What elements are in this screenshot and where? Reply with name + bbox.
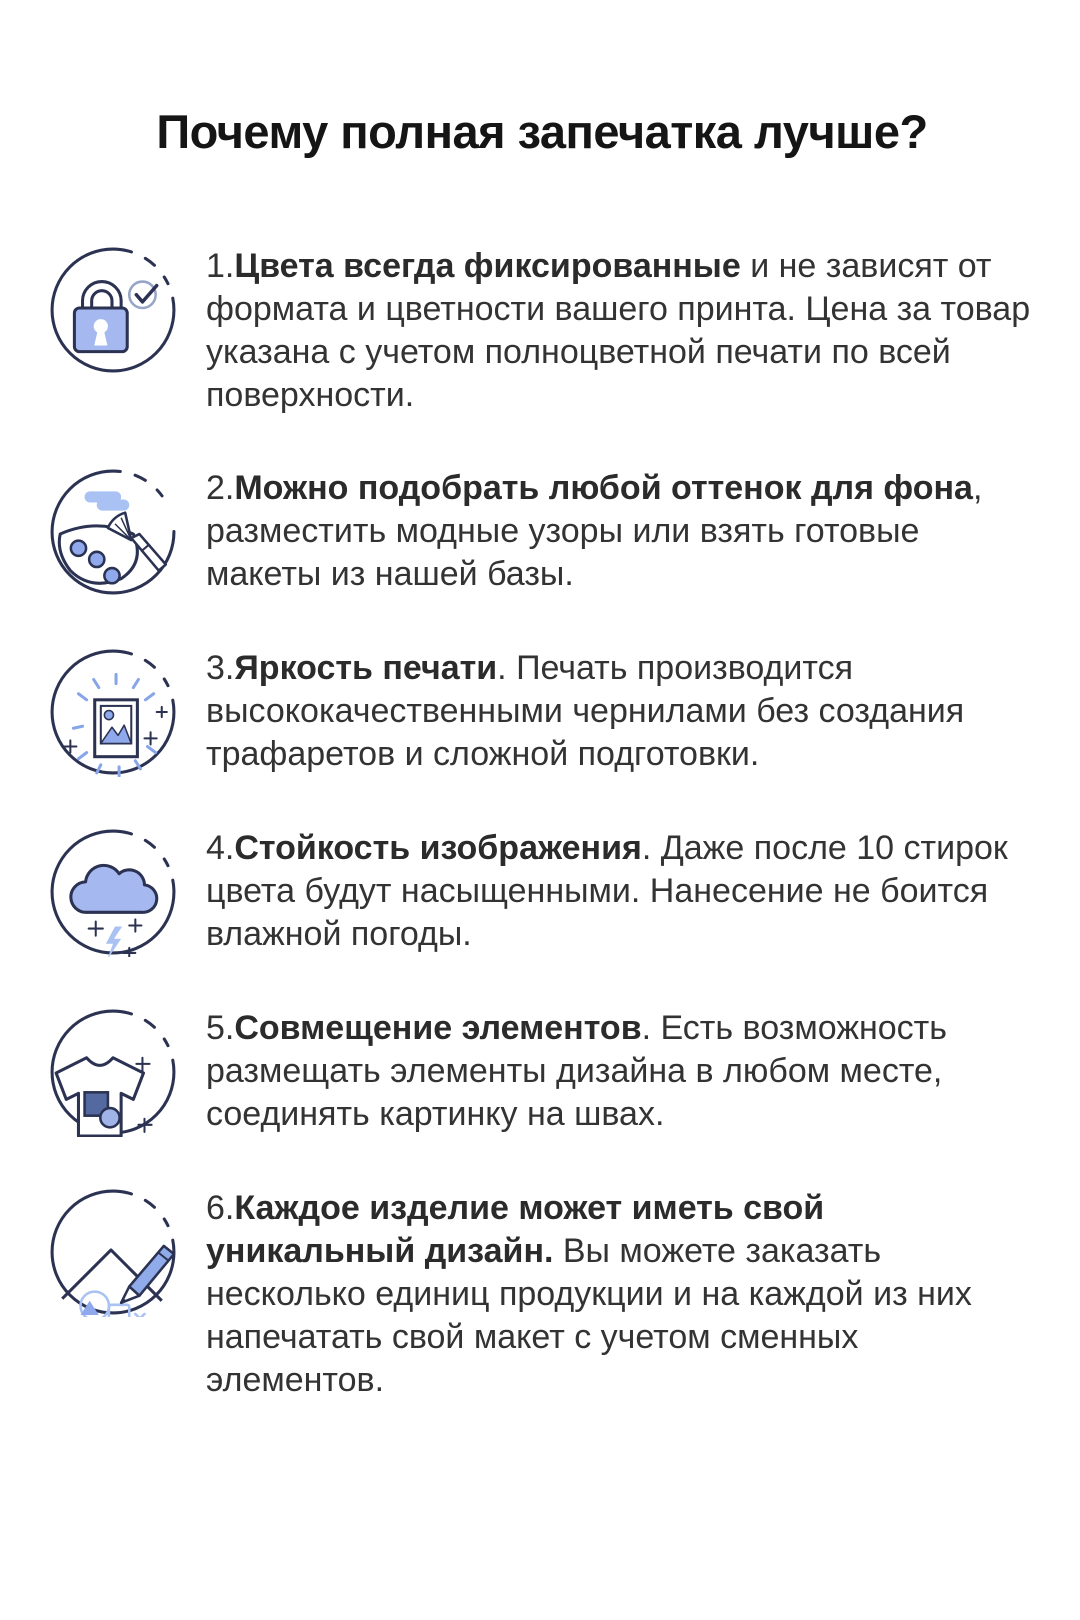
feature-lead: Цвета всегда фиксированные bbox=[234, 247, 741, 285]
lock-check-icon bbox=[48, 245, 178, 375]
feature-text bbox=[206, 467, 1036, 596]
feature-lead: Можно подобрать любой оттенок для фона bbox=[234, 469, 973, 507]
feature-rest: Вы можете заказать несколько единиц продукции и на каждой из них напечатать свой макет с учетом сменных элементов. bbox=[206, 1232, 972, 1399]
page-title: Почему полная запечатка лучше? bbox=[156, 105, 928, 158]
feature-item-6 bbox=[48, 1187, 1036, 1402]
feature-number: 3. bbox=[206, 649, 235, 687]
feature-number: 1. bbox=[206, 247, 235, 285]
feature-lead: Стойкость изображения bbox=[234, 829, 642, 867]
feature-rest: , разместить модные узоры или взять готовые макеты из нашей базы. bbox=[206, 469, 983, 593]
feature-item-2 bbox=[48, 467, 1036, 597]
feature-lead: Совмещение элементов bbox=[234, 1009, 642, 1047]
feature-number: 5. bbox=[206, 1009, 235, 1047]
feature-item-3 bbox=[48, 647, 1036, 777]
feature-text bbox=[206, 1187, 1036, 1402]
feature-item-5 bbox=[48, 1007, 1036, 1137]
pencil-sketch-icon bbox=[48, 1187, 178, 1317]
bright-image-icon bbox=[48, 647, 178, 777]
feature-rest: . Печать производится высококачественными чернилами без создания трафаретов и сложной подготовки. bbox=[206, 649, 965, 773]
feature-rest: . Есть возможность размещать элементы дизайна в любом месте, соединять картинку на швах. bbox=[206, 1009, 947, 1133]
feature-text bbox=[206, 647, 1036, 776]
feature-item-1 bbox=[48, 245, 1036, 417]
tshirt-design-icon bbox=[48, 1007, 178, 1137]
palette-brush-icon bbox=[48, 467, 178, 597]
feature-number: 2. bbox=[206, 469, 235, 507]
feature-list bbox=[48, 245, 1036, 1402]
feature-rest: . Даже после 10 стирок цвета будут насыщенными. Нанесение не боится влажной погоды. bbox=[206, 829, 1008, 953]
feature-item-4 bbox=[48, 827, 1036, 957]
feature-number: 6. bbox=[206, 1189, 235, 1227]
feature-text bbox=[206, 245, 1036, 417]
feature-text bbox=[206, 1007, 1036, 1136]
feature-number: 4. bbox=[206, 829, 235, 867]
storm-cloud-icon bbox=[48, 827, 178, 957]
feature-lead: Каждое изделие может иметь свой уникальный дизайн. bbox=[206, 1189, 825, 1270]
feature-lead: Яркость печати bbox=[234, 649, 498, 687]
feature-text bbox=[206, 827, 1036, 956]
feature-rest: и не зависят от формата и цветности вашего принта. Цена за товар указана с учетом полноцветной печати по всей поверхности. bbox=[206, 247, 1031, 414]
